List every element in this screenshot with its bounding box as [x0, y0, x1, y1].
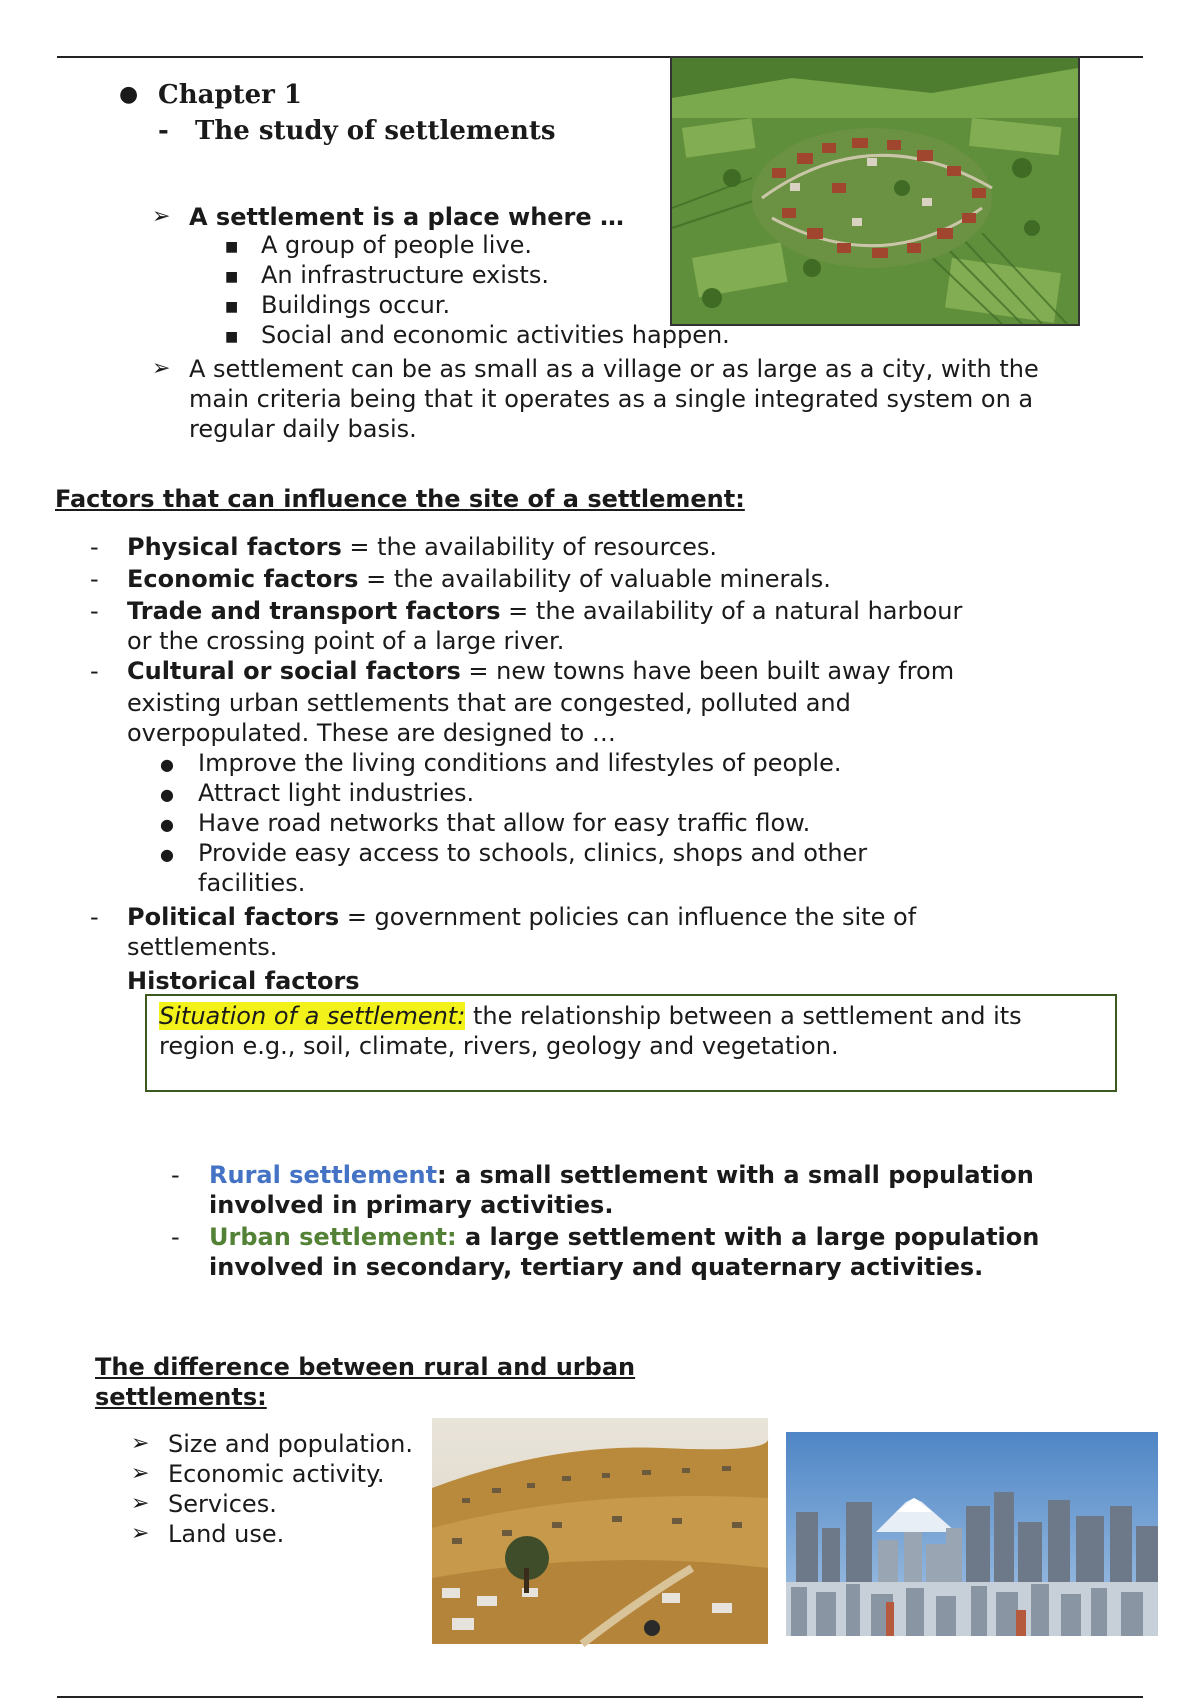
rural-hillside-settlement-photo	[432, 1418, 768, 1644]
rural-term: Rural settlement	[209, 1161, 438, 1189]
difference-item: Size and population.	[168, 1430, 414, 1458]
dash-marker: -	[171, 1223, 180, 1251]
factor-term: Economic factors	[127, 565, 359, 593]
arrow-bullet-icon: ➢	[152, 356, 171, 381]
dash-marker: -	[90, 657, 99, 685]
definition-item: Social and economic activities happen.	[261, 321, 730, 349]
settlement-size-note: A settlement can be as small as a village or as large as a city, with the	[189, 355, 1039, 383]
factors-heading: Factors that can influence the site of a settlement:	[55, 485, 745, 513]
rural-definition-cont: involved in primary activities.	[209, 1191, 614, 1219]
dash-marker: -	[158, 116, 169, 146]
bullet-dot-icon: ●	[119, 82, 139, 107]
rural-description: : a small settlement with a small population	[437, 1161, 1034, 1189]
factor-description: = government policies can influence the site of	[339, 903, 917, 931]
definition-item: A group of people live.	[261, 231, 533, 259]
factor-description: = the availability of valuable minerals.	[358, 565, 831, 593]
difference-heading: The difference between rural and urban	[95, 1353, 636, 1381]
factor-term: Political factors	[127, 903, 340, 931]
urban-term: Urban settlement:	[209, 1223, 457, 1251]
aerial-village-photo	[670, 56, 1080, 326]
situation-description: the relationship between a settlement and its	[465, 1002, 1022, 1030]
cut-off-line	[127, 966, 427, 995]
rural-definition	[209, 1160, 1034, 1190]
new-town-goal: Have road networks that allow for easy traffic flow.	[198, 809, 811, 837]
arrow-bullet-icon: ➢	[131, 1491, 150, 1516]
settlement-size-note: regular daily basis.	[189, 415, 417, 443]
dash-marker: -	[90, 533, 99, 561]
dash-marker: -	[90, 597, 99, 625]
bullet-dot-icon: ●	[160, 845, 174, 864]
difference-heading-cont: settlements:	[95, 1383, 267, 1411]
factor-cultural-cont: overpopulated. These are designed to …	[127, 719, 616, 747]
definition-item: An infrastructure exists.	[261, 261, 549, 289]
factor-description: = the availability of a natural harbour	[500, 597, 963, 625]
chapter-title: Chapter 1	[158, 80, 303, 110]
factor-cultural-cont: existing urban settlements that are congested, polluted and	[127, 689, 851, 717]
factor-term: Cultural or social factors	[127, 657, 461, 685]
factor-term: Physical factors	[127, 533, 342, 561]
bullet-dot-icon: ●	[160, 755, 174, 774]
bottom-rule	[57, 1696, 1143, 1698]
urban-definition	[209, 1222, 1039, 1252]
factor-trade	[127, 596, 962, 626]
settlement-size-note: main criteria being that it operates as a single integrated system on a	[189, 385, 1034, 413]
cut-off-heading: Historical factors	[127, 967, 360, 995]
situation-definition-cont: region e.g., soil, climate, rivers, geology and vegetation.	[159, 1032, 839, 1060]
arrow-bullet-icon: ➢	[131, 1431, 150, 1456]
square-bullet-icon: ■	[225, 269, 239, 285]
new-town-goal: Provide easy access to schools, clinics, shops and other	[198, 839, 868, 867]
square-bullet-icon: ■	[225, 329, 239, 345]
arrow-bullet-icon: ➢	[152, 204, 171, 229]
bullet-dot-icon: ●	[160, 815, 174, 834]
difference-item: Land use.	[168, 1520, 285, 1548]
dash-marker: -	[90, 903, 99, 931]
square-bullet-icon: ■	[225, 239, 239, 255]
factor-cultural	[127, 656, 954, 686]
urban-definition-cont: involved in secondary, tertiary and quaternary activities.	[209, 1253, 984, 1281]
factor-trade-cont: or the crossing point of a large river.	[127, 627, 565, 655]
definition-item: Buildings occur.	[261, 291, 451, 319]
new-town-goal-cont: facilities.	[198, 869, 306, 897]
factor-physical	[127, 532, 717, 562]
new-town-goal: Attract light industries.	[198, 779, 475, 807]
factor-description: = the availability of resources.	[341, 533, 718, 561]
dash-marker: -	[171, 1161, 180, 1189]
situation-term: Situation of a settlement:	[159, 1002, 466, 1030]
settlement-definition-heading: A settlement is a place where …	[189, 203, 625, 231]
square-bullet-icon: ■	[225, 299, 239, 315]
bullet-dot-icon: ●	[160, 785, 174, 804]
situation-definition	[159, 1001, 1022, 1031]
factor-description: = new towns have been built away from	[460, 657, 955, 685]
factor-political-cont: settlements.	[127, 933, 278, 961]
factor-political	[127, 902, 916, 932]
dash-marker: -	[90, 565, 99, 593]
factor-term: Trade and transport factors	[127, 597, 501, 625]
difference-item: Services.	[168, 1490, 277, 1518]
city-skyline-photo	[786, 1432, 1158, 1636]
difference-item: Economic activity.	[168, 1460, 385, 1488]
new-town-goal: Improve the living conditions and lifestyles of people.	[198, 749, 842, 777]
urban-description: a large settlement with a large population	[456, 1223, 1040, 1251]
arrow-bullet-icon: ➢	[131, 1521, 150, 1546]
arrow-bullet-icon: ➢	[131, 1461, 150, 1486]
factor-economic	[127, 564, 831, 594]
chapter-subtitle: The study of settlements	[195, 116, 556, 146]
